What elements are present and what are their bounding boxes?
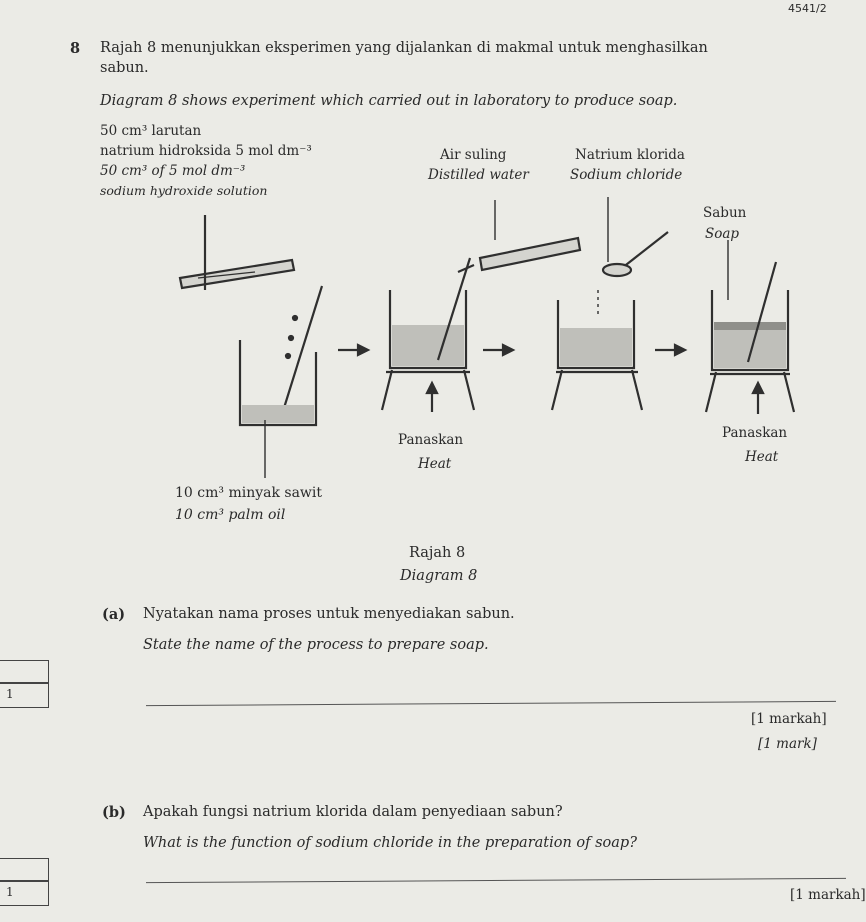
intro-malay-line-1: Rajah 8 menunjukkan eksperimen yang dijalankan di makmal untuk menghasilkan xyxy=(100,40,708,56)
diagram-caption-malay: Rajah 8 xyxy=(409,545,466,561)
part-a-mark-box-value: 1 xyxy=(6,687,14,701)
tripod-3 xyxy=(706,372,794,412)
intro-english: Diagram 8 shows experiment which carried out in laboratory to produce soap. xyxy=(100,93,678,109)
part-b-mark-box-value: 1 xyxy=(6,885,14,899)
water-cylinder xyxy=(480,238,580,270)
naoh-label-english-2: sodium hydroxide solution xyxy=(100,183,268,198)
part-a-question-english: State the name of the process to prepare soap. xyxy=(143,637,489,653)
nacl-label-english: Sodium chloride xyxy=(570,167,683,183)
heat-label-english-2: Heat xyxy=(745,449,779,465)
heat-label-english-1: Heat xyxy=(418,456,452,472)
water-label-malay: Air suling xyxy=(440,147,507,163)
part-b-mark-malay: [1 markah] xyxy=(790,887,866,903)
part-a-label: (a) xyxy=(102,606,126,623)
page-code: 4541/2 xyxy=(788,2,827,15)
diagram-caption-english: Diagram 8 xyxy=(400,568,478,584)
part-b-mark-box-top xyxy=(0,858,49,882)
soap-label-english: Soap xyxy=(705,226,740,242)
nacl-label-malay: Natrium klorida xyxy=(575,147,685,163)
part-b-question-malay: Apakah fungsi natrium klorida dalam penyediaan sabun? xyxy=(143,804,563,820)
water-label-english: Distilled water xyxy=(428,167,529,183)
spatula xyxy=(622,232,668,268)
palm-oil-label-english: 10 cm³ palm oil xyxy=(175,507,286,523)
soap-label-malay: Sabun xyxy=(703,205,747,221)
tripod-2 xyxy=(552,370,642,410)
naoh-label-malay-2: natrium hidroksida 5 mol dm⁻³ xyxy=(100,143,312,159)
part-a-mark-malay: [1 markah] xyxy=(751,711,827,727)
naoh-label-english-1: 50 cm³ of 5 mol dm⁻³ xyxy=(100,163,246,179)
naoh-label-malay-1: 50 cm³ larutan xyxy=(100,123,202,139)
heat-label-malay-1: Panaskan xyxy=(398,432,464,448)
part-a-mark-box-top xyxy=(0,660,49,684)
part-a-question-malay: Nyatakan nama proses untuk menyediakan sabun. xyxy=(143,606,515,622)
part-b-question-english: What is the function of sodium chloride in the preparation of soap? xyxy=(143,835,637,851)
part-b-label: (b) xyxy=(102,804,126,821)
intro-malay-line-2: sabun. xyxy=(100,60,149,76)
part-a-mark-english: [1 mark] xyxy=(758,736,817,752)
question-number: 8 xyxy=(70,40,81,57)
palm-oil-label-malay: 10 cm³ minyak sawit xyxy=(175,485,323,501)
heat-label-malay-2: Panaskan xyxy=(722,425,788,441)
